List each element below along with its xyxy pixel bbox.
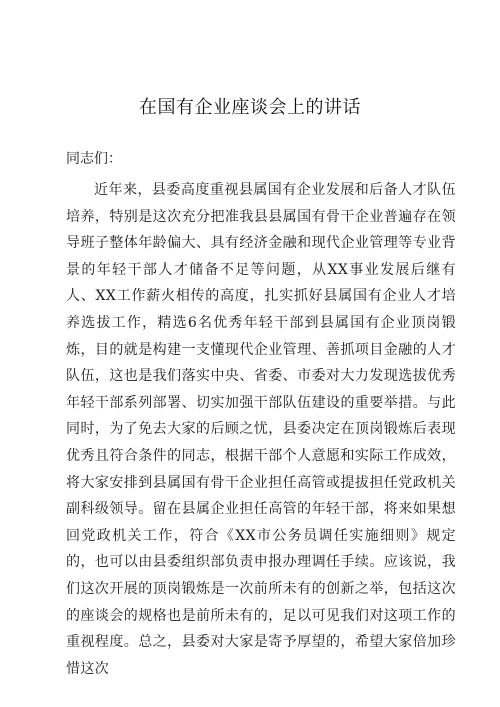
body-paragraph: 近年来，县委高度重视县属国有企业发展和后备人才队伍培养，特别是这次充分把准我县县属国有骨干企业普遍存在领导班子整体年龄偏大、具有经济金融和现代企业管理等专业背景的年轻干部人才储备不足等问题，从XX事业发展后继有人、XX工作薪火相传的高度，扎实抓好县属国有企业人才培养选拔工作，精选6名优秀年轻干部到县属国有企业顶岗锻炼，目的就是构建一支懂现代企业管理、善抓项目金融的人才队伍，这也是我们落实中央、省委、市委对大力发现选拔优秀年轻干部系列部署、切实加强干部队伍建设的重要举措。与此同时，为了免去大家的后顾之忧，县委决定在顶岗锻炼后表现优秀且符合条件的同志，根据干部个人意愿和实际工作成效，将大家安排到县属国有骨干企业担任高管或提拔担任党政机关副科级领导。留在县属企业担任高管的年轻干部，将来如果想回党政机关工作，符合《XX市公务员调任实施细则》规定的，也可以由县委组织部负责申报办理调任手续。应该说，我们这次开展的顶岗锻炼是一次前所未有的创新之举，包括这次的座谈会的规格也是前所未有的，足以可见我们对这项工作的重视程度。总之，县委对大家是寄予厚望的，希望大家倍加珍惜这次: [66, 182, 456, 677]
document-title: 在国有企业座谈会上的讲话: [139, 97, 361, 118]
salutation: 同志们：: [66, 151, 122, 167]
